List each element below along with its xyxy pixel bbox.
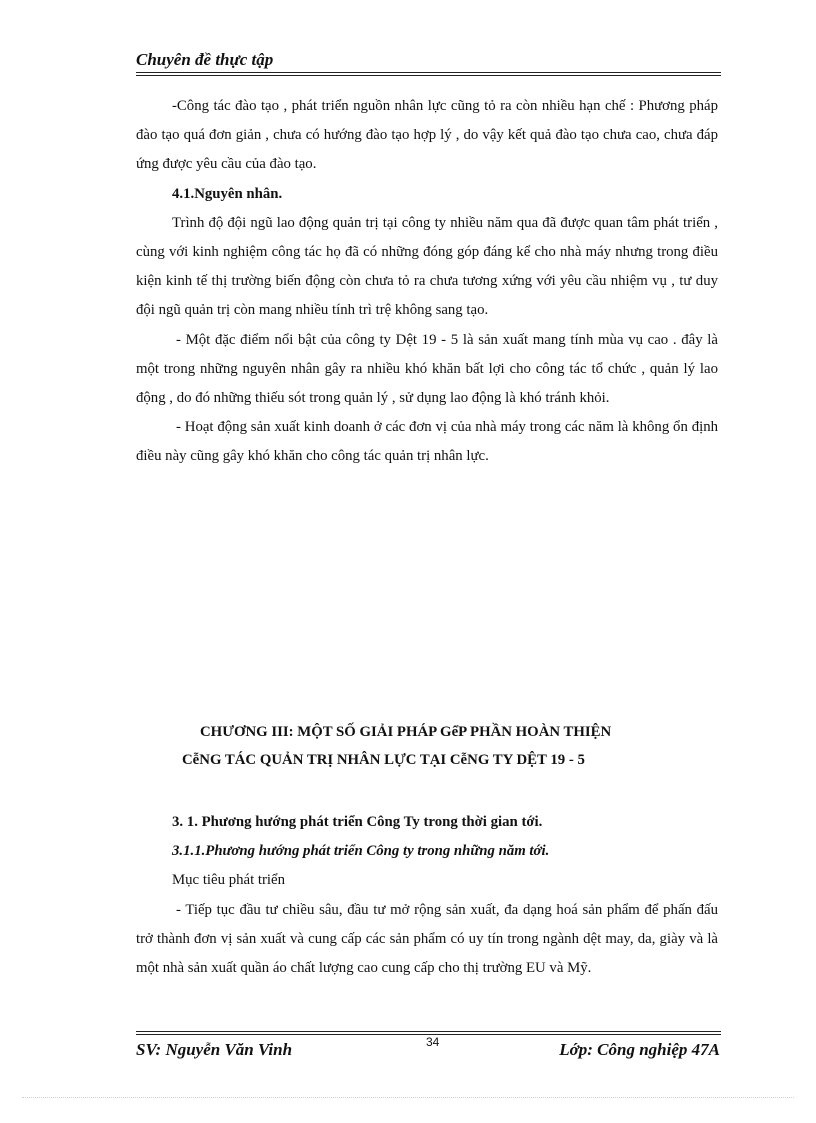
paragraph-training: -Công tác đào tạo , phát triển nguồn nhân lực cũng tỏ ra còn nhiều hạn chế : Phương pháp đào tạo quá đơn giản , chưa có hướng đào tạo hợp lý , do vậy kết quả đào tạo chưa cao, chưa đáp ứng được yêu cầu của đào tạo.	[136, 98, 718, 173]
paragraph-management-level: Trình độ đội ngũ lao động quản trị tại công ty nhiều năm qua đã được quan tâm phát triển , cùng với kinh nghiệm công tác họ đã có những đóng góp đáng kể cho nhà máy nhưng trong điều kiện kinh tế thị trường biến động còn chưa tỏ ra chưa tương xứng với yêu cầu nhiệm vụ , tư duy đội ngũ quản trị còn mang nhiều tính trì trệ không sang tạo.	[136, 214, 718, 319]
header-rule-bottom	[136, 75, 721, 76]
page-number: 34	[426, 1035, 440, 1049]
chapter-title-line-1: CHƯƠNG III: MỘT SỐ GIẢI PHÁP GểP PHẦN HOÀN THIỆN	[200, 724, 612, 740]
section-heading: 3. 1. Phương hướng phát triển Công Ty trong thời gian tới.	[172, 814, 543, 830]
body-text	[136, 92, 718, 472]
footer-class: Lớp: Công nghiệp 47A	[559, 1040, 720, 1059]
section-body	[136, 808, 718, 983]
goal-label: Mục tiêu phát triển	[172, 872, 285, 889]
section-paragraph: - Tiếp tục đầu tư chiều sâu, đầu tư mở rộng sản xuất, đa dạng hoá sản phẩm để phấn đấu trở thành đơn vị sản xuất và cung cấp các sản phẩm có uy tín trong ngành dệt may, da, giày và là một nhà sản xuất quần áo chất lượng cao cung cấp cho thị trường EU và Mỹ.	[136, 901, 718, 977]
paragraph-seasonal: - Một đặc điểm nổi bật của công ty Dệt 19 - 5 là sản xuất mang tính mùa vụ cao . đây là một trong những nguyên nhân gây ra nhiều khó khăn bất lợi cho công tác tổ chức , quản lý lao động , do đó những thiếu sót trong quản lý , sử dụng lao động là khó tránh khỏi.	[136, 331, 718, 407]
footer-student-name: SV: Nguyễn Văn Vinh	[136, 1040, 293, 1059]
footer-rule-top	[136, 1031, 721, 1032]
header-title: Chuyên đề thực tập	[136, 50, 274, 69]
header-rule-top	[136, 72, 721, 73]
page-edge-dotted-line	[22, 1097, 794, 1098]
paragraph-unstable: - Hoạt động sản xuất kinh doanh ở các đơn vị của nhà máy trong các năm là không ổn định điều này cũng gây khó khăn cho công tác quản trị nhân lực.	[136, 419, 718, 465]
chapter-title	[136, 718, 721, 774]
chapter-title-line-2: CễNG TÁC QUẢN TRỊ NHÂN LỰC TẠI CễNG TY DỆT 19 - 5	[182, 752, 585, 768]
heading-causes: 4.1.Nguyên nhân.	[172, 185, 283, 202]
section-subheading: 3.1.1.Phương hướng phát triển Công ty trong những năm tới.	[172, 843, 550, 860]
